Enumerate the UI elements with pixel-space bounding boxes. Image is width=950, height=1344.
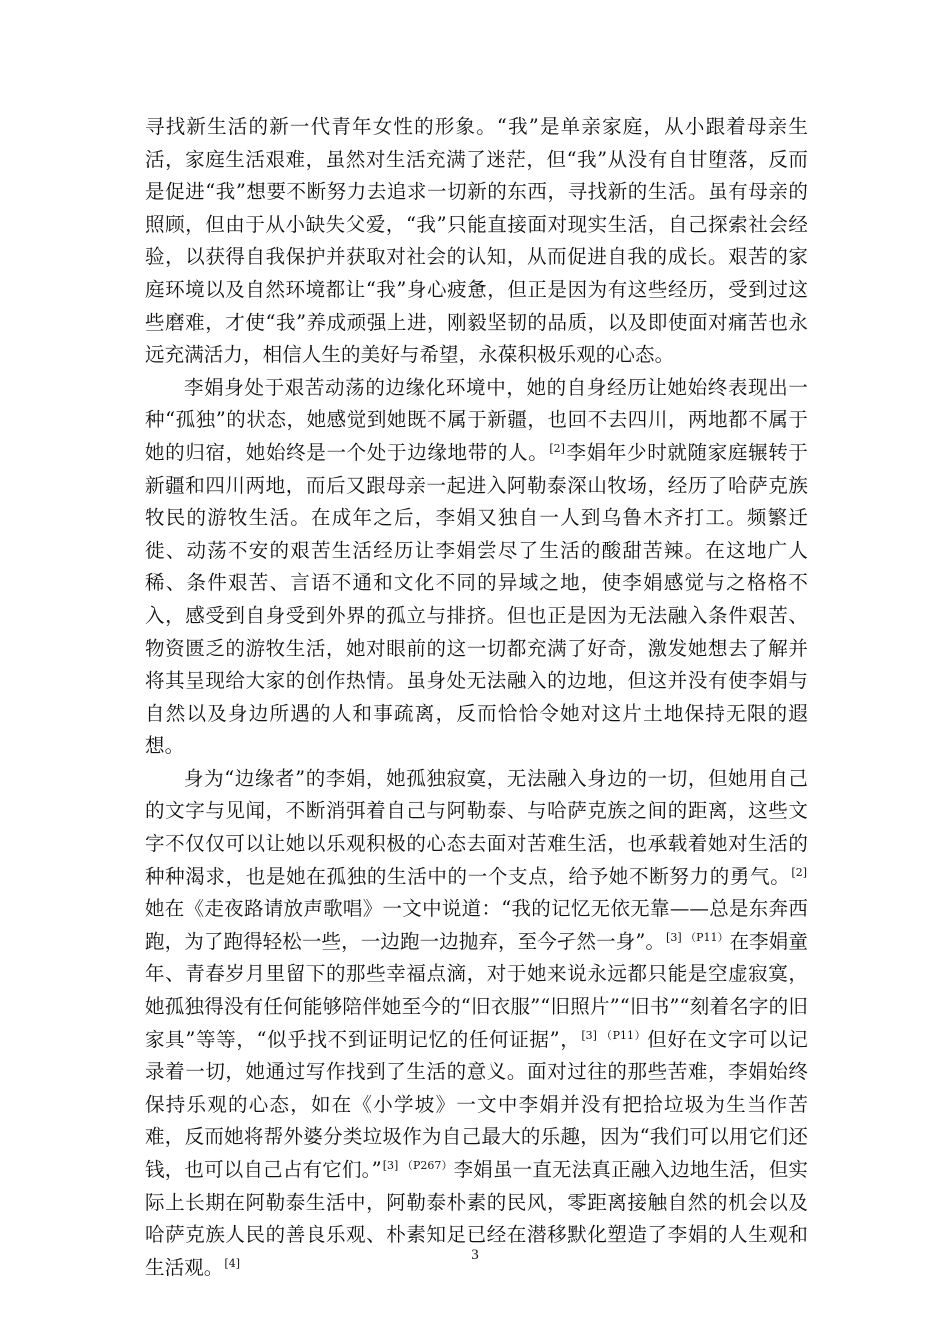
citation-marker: [2] xyxy=(791,866,807,880)
body-paragraph xyxy=(145,372,808,763)
document-body xyxy=(145,111,808,1284)
page-number: 3 xyxy=(471,1247,479,1263)
body-paragraph xyxy=(145,111,808,372)
paragraph-text: 在李娟童年、青春岁月里留下的那些幸福点滴，对于她来说永远都只能是空虚寂寞，她孤独得没有任何能够陪伴她至今的“旧衣服”“旧照片”“旧书”“刻着名字的旧家具”等等，“似乎找不到证明记忆的任何证据”， xyxy=(145,929,809,1051)
paragraph-text: 但好在文字可以记录着一切，她通过写作找到了生活的意义。面对过往的那些苦难，李娟始终保持乐观的心态，如在《小学坡》一文中李娟并没有把拾垃圾为生当作苦难，反而她将帮外婆分类垃圾作为自己最大的乐趣，因为“我们可以用它们还钱，也可以自己占有它们。” xyxy=(145,1027,808,1181)
paragraph-text: 她在《走夜路请放声歌唱》一文中说道：“我的记忆无依无靠——总是东奔西跑，为了跑得轻松一些，一边跑一边抛弃，至今孑然一身”。 xyxy=(145,897,808,953)
citation-marker: [3] （P11） xyxy=(581,1029,647,1043)
body-paragraph xyxy=(145,763,808,1285)
paragraph-text: 寻找新生活的新一代青年女性的形象。“我”是单亲家庭，从小跟着母亲生活，家庭生活艰难，虽然对生活充满了迷茫，但“我”从没有自甘堕落，反而是促进“我”想要不断努力去追求一切新的东西，寻找新的生活。虽有母亲的照顾，但由于从小缺失父爱，“我”只能直接面对现实生活，自己探索社会经验，以获得自我保护并获取对社会的认知，从而促进自我的成长。艰苦的家庭环境以及自然环境都让“我”身心疲惫，但正是因为有这些经历，受到过这些磨难，才使“我”养成顽强上进，刚毅坚韧的品质，以及即使面对痛苦也永远充满活力，相信人生的美好与希望，永葆积极乐观的心态。 xyxy=(145,115,808,367)
paragraph-text: 李娟年少时就随家庭辗转于新疆和四川两地，而后又跟母亲一起进入阿勒泰深山牧场，经历了哈萨克族牧民的游牧生活。在成年之后，李娟又独自一人到乌鲁木齐打工。频繁迁徙、动荡不安的艰苦生活经历让李娟尝尽了生活的酸甜苦辣。在这地广人稀、条件艰苦、言语不通和文化不同的异域之地，使李娟感觉与之格格不入，感受到自身受到外界的孤立与排挤。但也正是因为无法融入条件艰苦、物资匮乏的游牧生活，她对眼前的这一切都充满了好奇，激发她想去了解并将其呈现给大家的创作热情。虽身处无法融入的边地，但这并没有使李娟与自然以及身边所遇的人和事疏离，反而恰恰令她对这片土地保持无限的遐想。 xyxy=(145,440,808,758)
paragraph-text: 身为“边缘者”的李娟，她孤独寂寞，无法融入身边的一切，但她用自己的文字与见闻，不断消弭着自己与阿勒泰、与哈萨克族之间的距离，这些文字不仅仅可以让她以乐观积极的心态去面对苦难生活，也承载着她对生活的种种渴求，也是她在孤独的生活中的一个支点，给予她不断努力的勇气。 xyxy=(145,766,808,888)
paragraph-text: 李娟虽一直无法真正融入边地生活，但实际上长期在阿勒泰生活中，阿勒泰朴素的民风，零距离接触自然的机会以及哈萨克族人民的善良乐观、朴素知足已经在潜移默化塑造了李娟的人生观和生活观。 xyxy=(145,1158,808,1279)
paragraph-text: 李娟身处于艰苦动荡的边缘化环境中，她的自身经历让她始终表现出一种“孤独”的状态，她感觉到她既不属于新疆，也回不去四川，两地都不属于她的归宿，她始终是一个处于边缘地带的人。 xyxy=(145,375,808,464)
citation-marker: [2] xyxy=(549,442,565,456)
citation-marker: [3] （P267） xyxy=(382,1159,453,1173)
citation-marker: [3] （P11） xyxy=(666,931,729,945)
citation-marker: [4] xyxy=(224,1257,240,1271)
